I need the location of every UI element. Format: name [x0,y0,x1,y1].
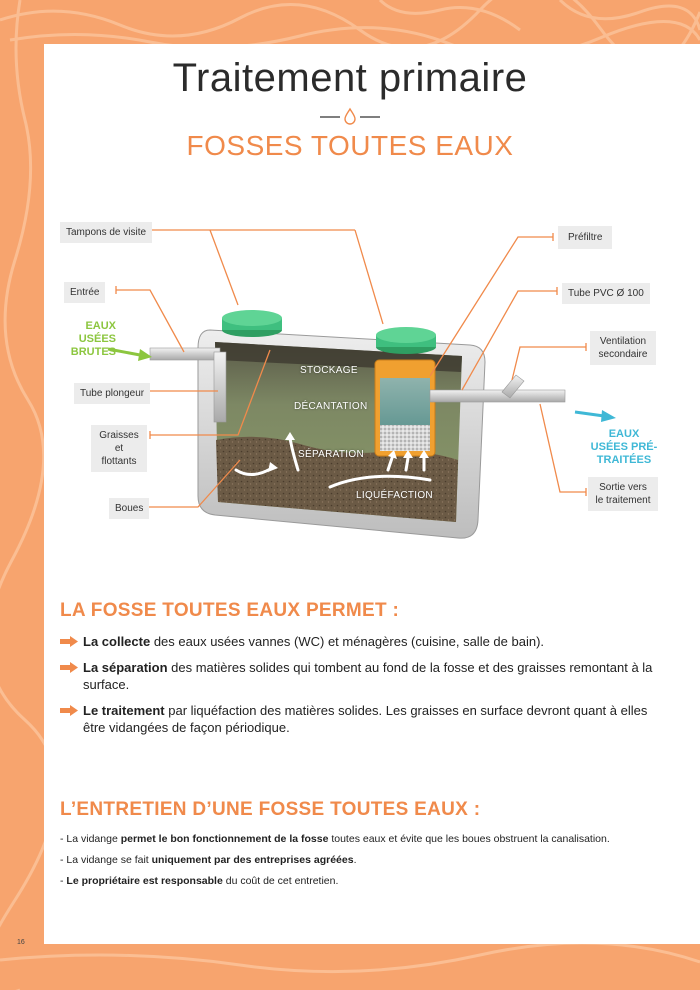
line-bold: Le propriétaire est responsable [66,875,223,887]
zone-stockage: STOCKAGE [300,365,358,376]
heading-entretien: L’ENTRETIEN D’UNE FOSSE TOUTES EAUX : [60,799,481,820]
label-graisses-et-flottants: Graisses et flottants [91,425,147,472]
permet-list [60,633,660,745]
line-text: - La vidange se fait [60,854,152,866]
zone-separation: SÉPARATION [298,449,364,460]
label-tube-plongeur: Tube plongeur [74,383,150,404]
line-text: toutes eaux et évite que les boues obstruent la canalisation. [328,833,610,845]
zone-liquefaction: LIQUÉFACTION [356,490,433,501]
zone-decantation: DÉCANTATION [294,401,368,412]
label-entree: Entrée [64,282,105,303]
label-prefiltre: Préfiltre [558,226,612,249]
line-text: du coût de cet entretien. [222,875,339,887]
outflow-arrow [575,410,616,422]
item-text: des eaux usées vannes (WC) et ménagères (cuisine, salle de bain). [150,634,545,649]
label-tube-pvc: Tube PVC Ø 100 [562,283,650,304]
arrow-right-icon [60,636,78,647]
item-bold: La collecte [83,634,151,649]
list-item [60,853,670,867]
arrow-right-icon [60,705,78,716]
page-subtitle: FOSSES TOUTES EAUX [186,130,514,161]
line-text: - La vidange [60,833,121,845]
line-text: . [353,854,357,866]
item-bold: La séparation [83,660,168,675]
entretien-list [60,832,670,895]
label-tampons-de-visite: Tampons de visite [60,222,152,243]
label-boues: Boues [109,498,149,519]
line-text: - [60,875,67,887]
page-title: Traitement primaire [172,56,528,100]
label-eaux-usees-pretraitees: EAUX USÉES PRÉ-TRAITÉES [590,428,658,466]
heading-fosse-permet: LA FOSSE TOUTES EAUX PERMET : [60,600,400,621]
arrow-right-icon [60,662,78,673]
line-bold: uniquement par des entreprises agréées [151,854,354,866]
label-sortie-vers-traitement: Sortie vers le traitement [588,477,658,511]
list-item [60,702,660,736]
item-text: par liquéfaction des matières solides. Les graisses en surface devront quant à elles être vidangées de façon périodique. [83,703,648,735]
label-ventilation-secondaire: Ventilation secondaire [590,331,656,365]
list-item [60,659,660,693]
label-eaux-usees-brutes: EAUX USÉES BRUTES [70,320,116,358]
item-text: des matières solides qui tombent au fond de la fosse et des graisses remontant à la surface. [83,660,653,692]
list-item [60,874,670,888]
item-bold: Le traitement [83,703,165,718]
line-bold: permet le bon fonctionnement de la fosse [120,833,329,845]
list-item [60,832,670,846]
list-item [60,633,660,650]
page-number: 16 [17,939,25,946]
